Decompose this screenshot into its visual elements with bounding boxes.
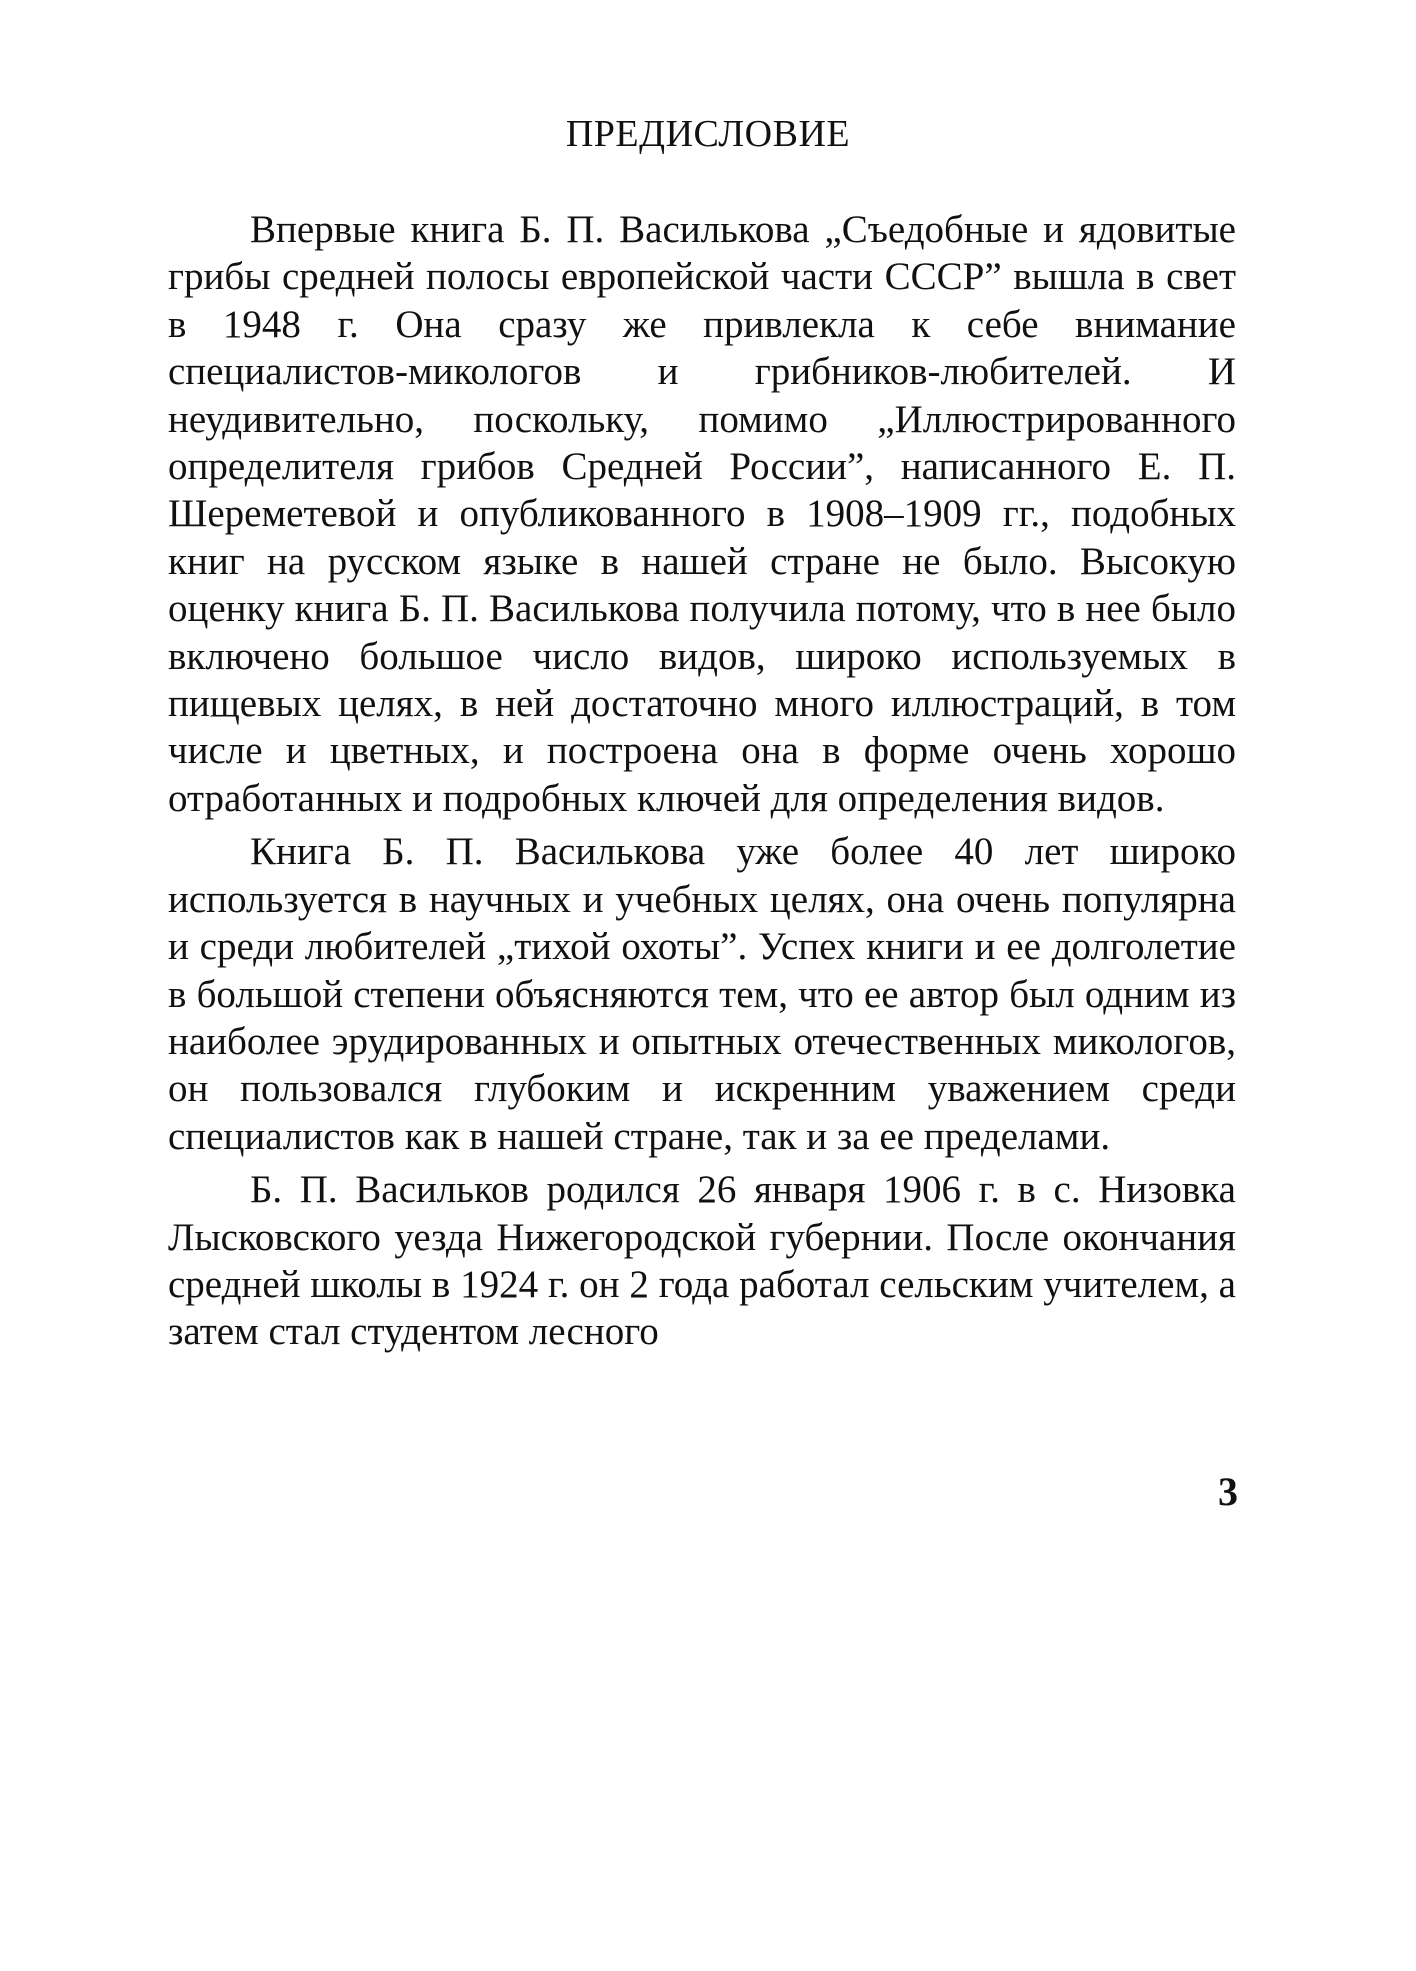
page-title: ПРЕДИСЛОВИЕ: [565, 113, 851, 155]
body-text: [168, 206, 1236, 1356]
paragraph-2: Книга Б. П. Василькова уже более 40 лет широко используется в научных и учебных целях, она очень популярна и среди любителей „тихой охоты”. Успех книги и ее долголетие в большой степени объясняются тем, что ее автор был одним из наиболее эрудированных и опытных отечественных микологов, он пользовался глубоким и искренним уважением среди специалистов как в нашей стране, так и за ее пределами.: [168, 830, 1236, 1158]
paragraph-1: Впервые книга Б. П. Василькова „Съедобные и ядовитые грибы средней полосы европейской части СССР” вышла в свет в 1948 г. Она сразу же привлекла к себе внимание специалистов-микологов и грибников-любителей. И неудивительно, поскольку, помимо „Иллюстрированного определителя грибов Средней России”, написанного Е. П. Шереметевой и опубликованного в 1908–1909 гг., подобных книг на русском языке в нашей стране не было. Высокую оценку книга Б. П. Василькова получила потому, что в нее было включено большое число видов, широко используемых в пищевых целях, в ней достаточно много иллюстраций, в том числе и цветных, и построена она в форме очень хорошо отработанных и подробных ключей для определения видов.: [168, 208, 1236, 820]
page-number: 3: [1218, 1469, 1238, 1514]
paragraph-3: Б. П. Васильков родился 26 января 1906 г. в с. Низовка Лысковского уезда Нижегородской губернии. После окончания средней школы в 1924 г. он 2 года работал сельским учителем, а затем стал студентом лесного: [168, 1168, 1236, 1354]
